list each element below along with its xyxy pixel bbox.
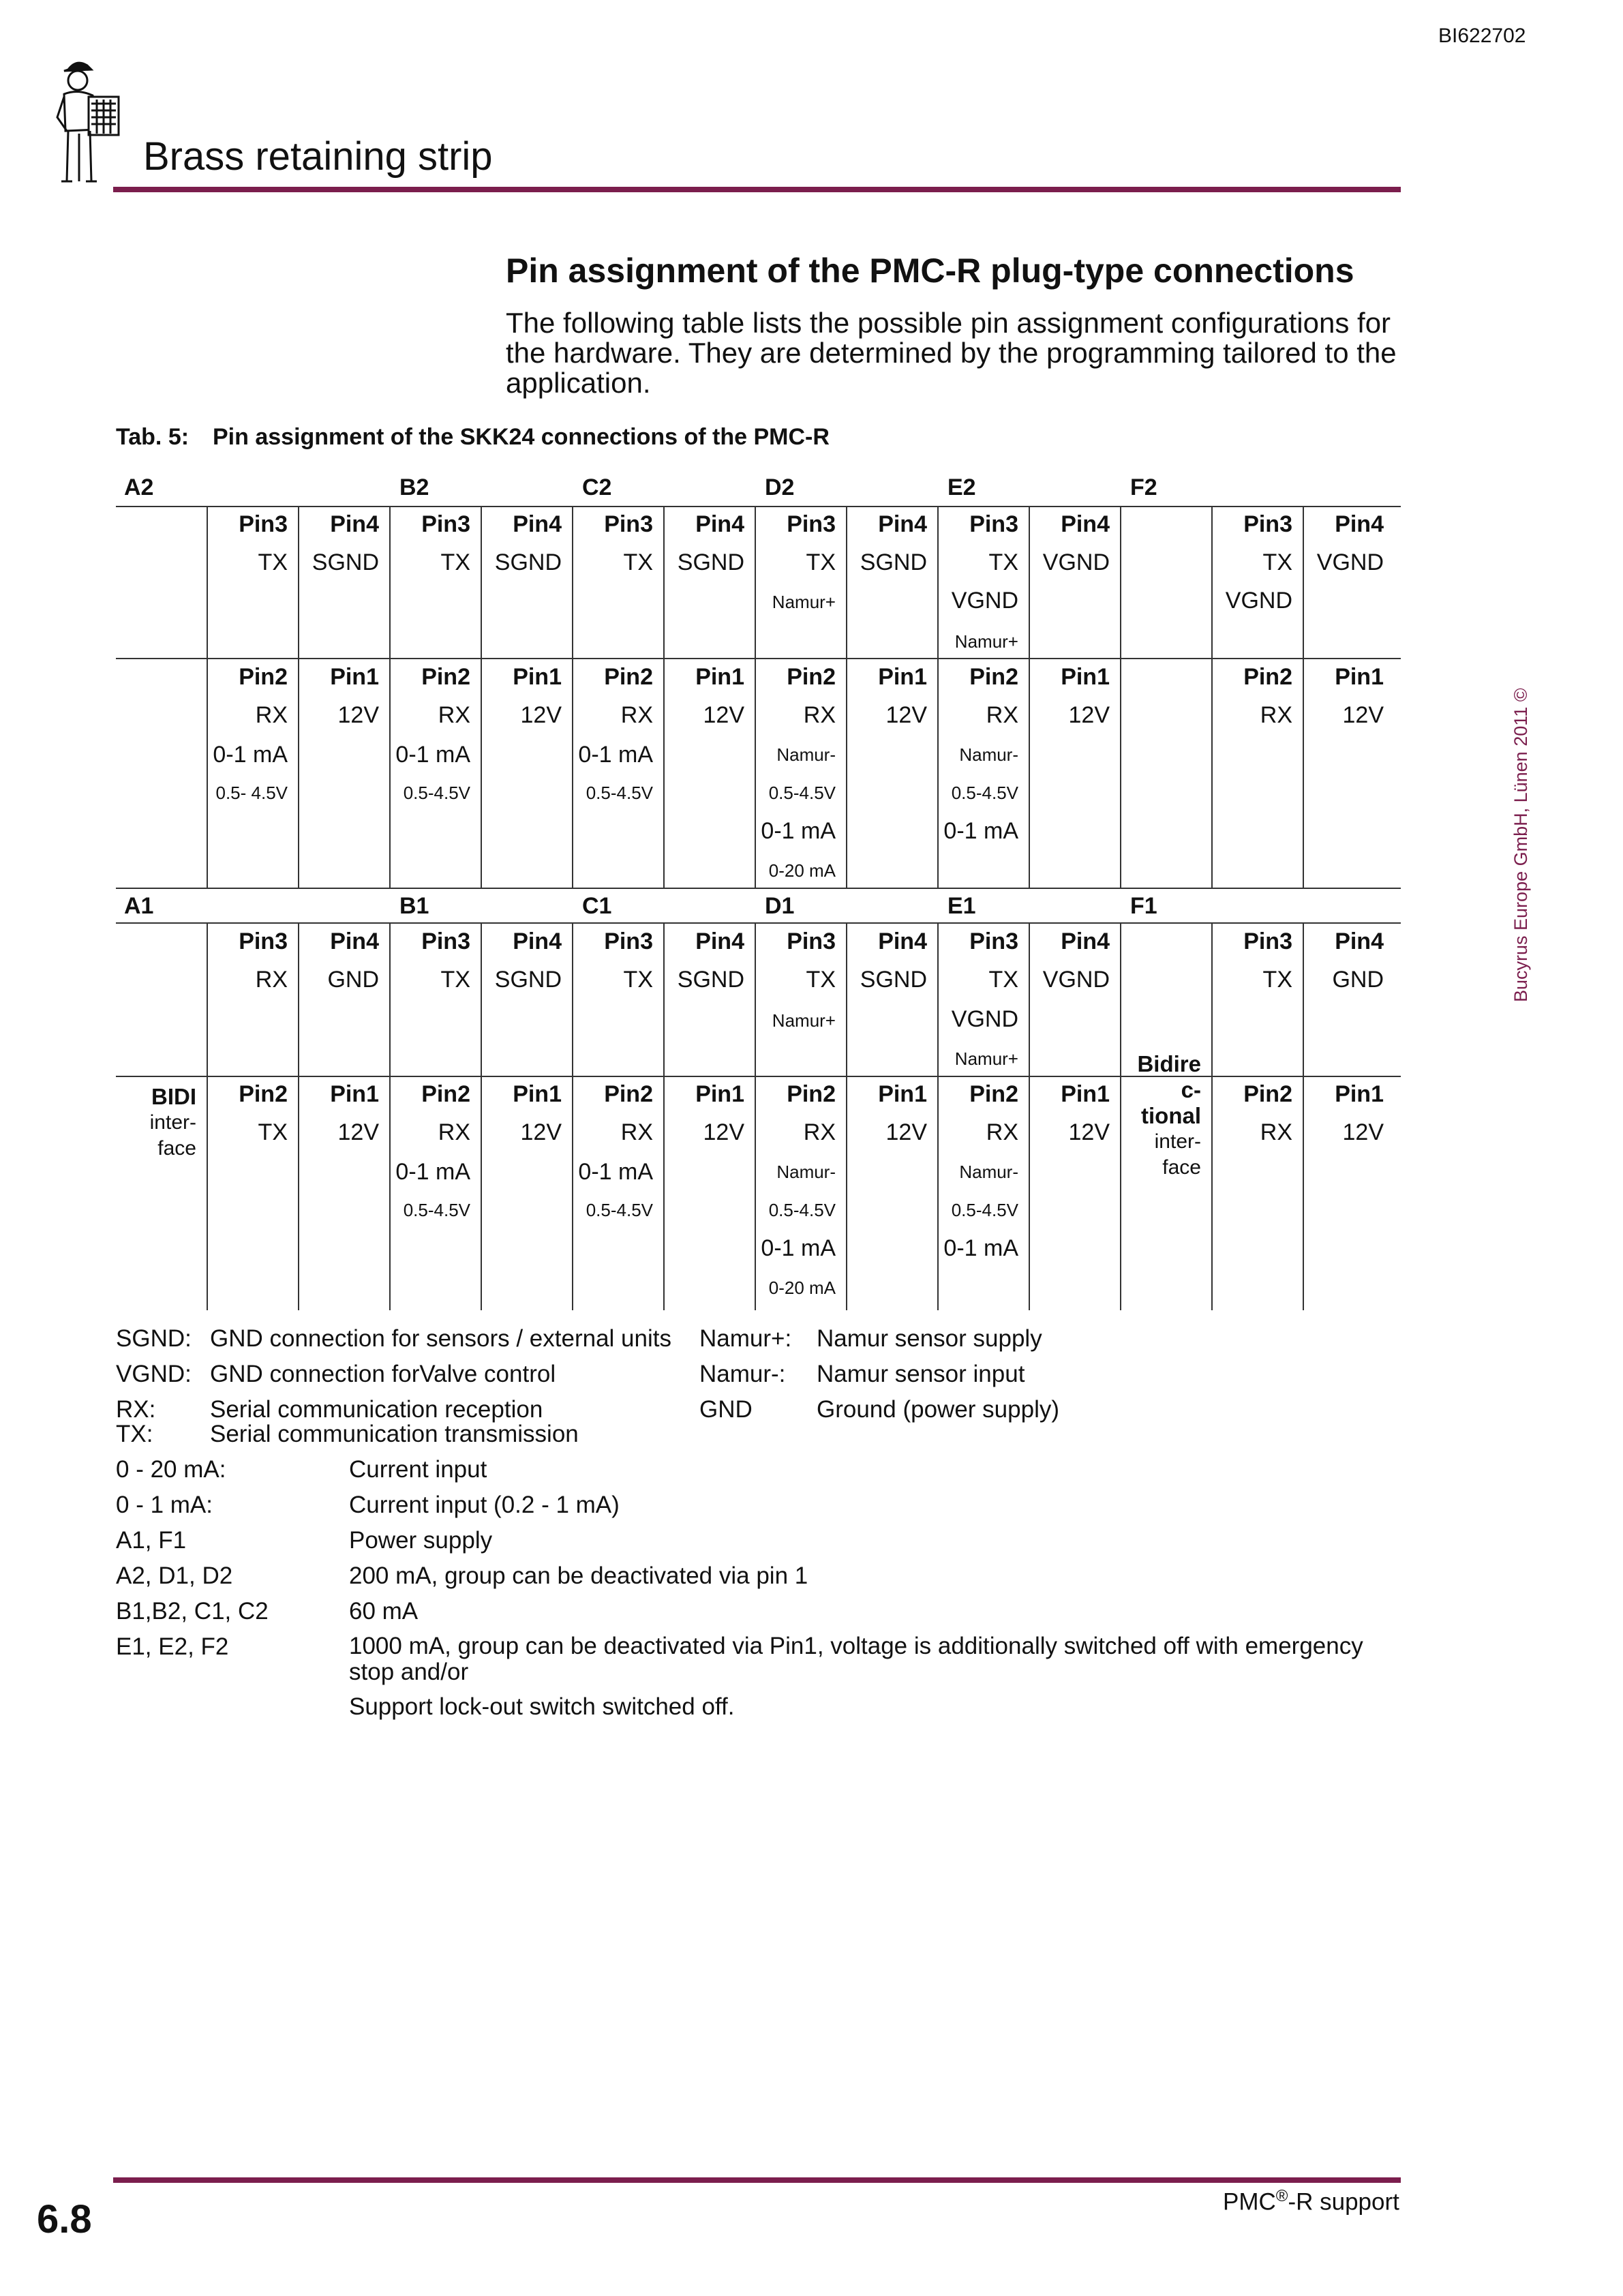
legend-term: TX: xyxy=(116,1421,153,1447)
header-rule xyxy=(113,187,1401,192)
signal-vgnd: VGND xyxy=(1042,967,1110,993)
signal-namur-minus: Namur- xyxy=(959,744,1018,765)
pin2-label: Pin2 xyxy=(969,664,1018,690)
signal-tx: TX xyxy=(623,549,653,575)
pin4-label: Pin4 xyxy=(513,511,562,537)
connector-label: D2 xyxy=(765,474,795,500)
signal-vgnd: VGND xyxy=(1225,588,1292,614)
pin4-label: Pin4 xyxy=(695,928,744,954)
legend-group-description: Current input (0.2 - 1 mA) xyxy=(349,1492,620,1518)
signal-tx: TX xyxy=(440,549,470,575)
signal-rx: RX xyxy=(620,1119,653,1145)
pin2-label: Pin2 xyxy=(604,664,653,690)
pin2-label: Pin2 xyxy=(1243,1081,1292,1107)
pin1-label: Pin1 xyxy=(330,664,379,690)
signal-namur-plus: Namur+ xyxy=(772,592,836,612)
pin2-label: Pin2 xyxy=(239,1081,288,1107)
signal-12v: 12V xyxy=(703,702,744,728)
pin1-label: Pin1 xyxy=(1061,664,1110,690)
legend-group-term: A2, D1, D2 xyxy=(116,1562,233,1589)
pin2-label: Pin2 xyxy=(604,1081,653,1107)
document-id: BI622702 xyxy=(1438,25,1526,47)
signal-0-5-4-5v: 0.5-4.5V xyxy=(403,1200,470,1220)
signal-vgnd: VGND xyxy=(951,1006,1018,1032)
legend-group-description: Current input xyxy=(349,1456,487,1483)
pin1-label: Pin1 xyxy=(1335,1081,1384,1107)
signal-0-1ma: 0-1 mA xyxy=(943,818,1018,844)
signal-sgnd: SGND xyxy=(494,967,562,993)
pin4-label: Pin4 xyxy=(1335,928,1384,954)
signal-0-5-4-5v: 0.5-4.5V xyxy=(768,1200,836,1220)
pin3-label: Pin3 xyxy=(787,511,836,537)
pin3-label: Pin3 xyxy=(1243,511,1292,537)
footer-product xyxy=(1223,2187,1399,2216)
legend-group-term: E1, E2, F2 xyxy=(116,1633,229,1660)
page-number: 6.8 xyxy=(37,2197,92,2241)
footer-product-suffix: -R support xyxy=(1288,2188,1399,2216)
pin2-label: Pin2 xyxy=(239,664,288,690)
pin2-label: Pin2 xyxy=(421,1081,470,1107)
connector-label: C1 xyxy=(582,893,612,919)
signal-tx: TX xyxy=(1262,967,1292,993)
signal-namur-plus: Namur+ xyxy=(954,631,1018,652)
signal-namur-plus: Namur+ xyxy=(954,1048,1018,1069)
legend-description: GND connection forValve control xyxy=(210,1361,556,1387)
pin2-label: Pin2 xyxy=(421,664,470,690)
footer-rule xyxy=(113,2177,1401,2183)
legend-group-description: Power supply xyxy=(349,1527,493,1554)
signal-rx: RX xyxy=(438,702,470,728)
table-caption xyxy=(116,424,830,451)
table-rule-bottom-section xyxy=(116,922,1401,924)
pin4-label: Pin4 xyxy=(1061,928,1110,954)
legend-description: Namur sensor supply xyxy=(817,1325,1042,1352)
signal-tx: TX xyxy=(988,549,1018,575)
signal-12v: 12V xyxy=(885,1119,927,1145)
signal-12v: 12V xyxy=(337,1119,379,1145)
pin4-label: Pin4 xyxy=(878,928,927,954)
signal-0-5-4-5v: 0.5-4.5V xyxy=(951,1200,1018,1220)
pin3-label: Pin3 xyxy=(421,928,470,954)
pin3-label: Pin3 xyxy=(1243,928,1292,954)
signal-12v: 12V xyxy=(1342,702,1384,728)
legend-description: Ground (power supply) xyxy=(817,1396,1059,1423)
pin4-label: Pin4 xyxy=(513,928,562,954)
signal-0-1ma: 0-1 mA xyxy=(578,1159,653,1185)
bidi-interface-label: inter- xyxy=(149,1111,196,1134)
bidirectional-interface-label: tional xyxy=(1141,1103,1201,1128)
pin1-label: Pin1 xyxy=(513,1081,562,1107)
connector-label: D1 xyxy=(765,893,795,919)
section-title: Brass retaining strip xyxy=(143,134,493,179)
worker-with-clipboard-icon xyxy=(49,55,131,184)
signal-rx: RX xyxy=(803,1119,836,1145)
signal-rx: RX xyxy=(803,702,836,728)
pin2-label: Pin2 xyxy=(969,1081,1018,1107)
pin1-label: Pin1 xyxy=(330,1081,379,1107)
signal-0-5-4-5v: 0.5-4.5V xyxy=(768,783,836,803)
legend-term: SGND: xyxy=(116,1325,192,1352)
legend-group-term: 0 - 1 mA: xyxy=(116,1492,213,1518)
signal-gnd: GND xyxy=(1332,967,1384,993)
pin3-label: Pin3 xyxy=(969,928,1018,954)
table-rule-top-section xyxy=(116,506,1401,507)
signal-tx: TX xyxy=(440,967,470,993)
signal-namur-minus: Namur- xyxy=(776,1162,836,1182)
signal-0-5-4-5v: 0.5-4.5V xyxy=(586,1200,653,1220)
pin4-label: Pin4 xyxy=(330,511,379,537)
registered-mark: ® xyxy=(1275,2187,1288,2205)
connector-label: A2 xyxy=(124,474,154,500)
legend-description: Namur sensor input xyxy=(817,1361,1025,1387)
pin1-label: Pin1 xyxy=(513,664,562,690)
signal-tx: TX xyxy=(258,549,288,575)
signal-rx: RX xyxy=(986,702,1018,728)
connector-label: C2 xyxy=(582,474,612,500)
pin-assignment-table xyxy=(116,470,1401,1310)
signal-namur-minus: Namur- xyxy=(959,1162,1018,1182)
pin1-label: Pin1 xyxy=(878,664,927,690)
table-caption-number: Tab. 5: xyxy=(116,424,189,450)
legend-group-term: B1,B2, C1, C2 xyxy=(116,1598,269,1625)
signal-sgnd: SGND xyxy=(677,549,744,575)
legend xyxy=(116,1325,1411,1734)
signal-0-1ma: 0-1 mA xyxy=(395,742,470,768)
pin1-label: Pin1 xyxy=(878,1081,927,1107)
signal-12v: 12V xyxy=(520,1119,562,1145)
signal-vgnd: VGND xyxy=(1316,549,1384,575)
signal-rx: RX xyxy=(438,1119,470,1145)
signal-sgnd: SGND xyxy=(677,967,744,993)
signal-12v: 12V xyxy=(337,702,379,728)
pin1-label: Pin1 xyxy=(1335,664,1384,690)
connector-label: E2 xyxy=(947,474,976,500)
signal-sgnd: SGND xyxy=(860,549,927,575)
connector-label: B1 xyxy=(399,893,429,919)
bidirectional-interface-label: c- xyxy=(1181,1077,1201,1102)
pin3-label: Pin3 xyxy=(787,928,836,954)
signal-tx: TX xyxy=(623,967,653,993)
bidirectional-interface-label: face xyxy=(1162,1156,1201,1179)
pin4-label: Pin4 xyxy=(1335,511,1384,537)
signal-0-5-4-5v: 0.5-4.5V xyxy=(951,783,1018,803)
legend-group-term: A1, F1 xyxy=(116,1527,187,1554)
signal-namur-plus: Namur+ xyxy=(772,1010,836,1031)
connector-label: F2 xyxy=(1130,474,1157,500)
signal-rx: RX xyxy=(1260,1119,1292,1145)
signal-sgnd: SGND xyxy=(860,967,927,993)
pin3-label: Pin3 xyxy=(969,511,1018,537)
signal-sgnd: SGND xyxy=(494,549,562,575)
signal-rx: RX xyxy=(986,1119,1018,1145)
signal-namur-minus: Namur- xyxy=(776,744,836,765)
connector-label: E1 xyxy=(947,893,976,919)
pin3-label: Pin3 xyxy=(604,511,653,537)
signal-12v: 12V xyxy=(703,1119,744,1145)
signal-12v: 12V xyxy=(1068,1119,1110,1145)
signal-0-20ma: 0-20 mA xyxy=(768,860,836,881)
signal-rx: RX xyxy=(255,967,288,993)
signal-0-1ma: 0-1 mA xyxy=(395,1159,470,1185)
legend-term: Namur+: xyxy=(699,1325,792,1352)
signal-tx: TX xyxy=(1262,549,1292,575)
bidirectional-interface-label: Bidire xyxy=(1137,1051,1201,1076)
connector-label: A1 xyxy=(124,893,154,919)
legend-description: Serial communication reception xyxy=(210,1396,543,1423)
pin3-label: Pin3 xyxy=(239,511,288,537)
pin2-label: Pin2 xyxy=(1243,664,1292,690)
signal-0-5-4-5v: 0.5- 4.5V xyxy=(215,783,288,803)
signal-12v: 12V xyxy=(1342,1119,1384,1145)
pin4-label: Pin4 xyxy=(878,511,927,537)
signal-rx: RX xyxy=(620,702,653,728)
legend-group-description: 60 mA xyxy=(349,1598,419,1625)
table-rule-top-mid xyxy=(116,658,1401,659)
signal-0-1ma: 0-1 mA xyxy=(943,1235,1018,1261)
signal-0-5-4-5v: 0.5-4.5V xyxy=(586,783,653,803)
signal-sgnd: SGND xyxy=(312,549,379,575)
pin1-label: Pin1 xyxy=(695,1081,744,1107)
pin1-label: Pin1 xyxy=(695,664,744,690)
legend-extra-note: Support lock-out switch switched off. xyxy=(349,1693,735,1720)
connector-label: F1 xyxy=(1130,893,1157,919)
pin2-label: Pin2 xyxy=(787,664,836,690)
bidirectional-interface-label: inter- xyxy=(1154,1130,1201,1153)
legend-description: Serial communication transmission xyxy=(210,1421,579,1447)
legend-term: VGND: xyxy=(116,1361,192,1387)
pin2-label: Pin2 xyxy=(787,1081,836,1107)
signal-0-1ma: 0-1 mA xyxy=(213,742,288,768)
signal-vgnd: VGND xyxy=(1042,549,1110,575)
table-rule-bottom-mid xyxy=(116,1076,1401,1077)
signal-12v: 12V xyxy=(885,702,927,728)
pin4-label: Pin4 xyxy=(695,511,744,537)
connector-label: B2 xyxy=(399,474,429,500)
pin3-label: Pin3 xyxy=(421,511,470,537)
page-heading: Pin assignment of the PMC-R plug-type connections xyxy=(506,252,1354,290)
legend-group-description: 1000 mA, group can be deactivated via Pin1, voltage is additionally switched off with emergency stop and/or xyxy=(349,1633,1363,1685)
signal-0-1ma: 0-1 mA xyxy=(761,818,836,844)
bidi-interface-label: BIDI xyxy=(151,1084,196,1109)
signal-0-1ma: 0-1 mA xyxy=(578,742,653,768)
table-caption-text: Pin assignment of the SKK24 connections of the PMC-R xyxy=(213,424,830,450)
legend-term: RX: xyxy=(116,1396,156,1423)
legend-group-description: 200 mA, group can be deactivated via pin 1 xyxy=(349,1562,808,1589)
signal-tx: TX xyxy=(258,1119,288,1145)
copyright-notice: Bucyrus Europe GmbH, Lünen 2011 © xyxy=(1511,688,1531,1002)
intro-paragraph: The following table lists the possible pin assignment configurations for the hardware. They are determined by the programming tailored to the application. xyxy=(506,307,1397,399)
pin4-label: Pin4 xyxy=(1061,511,1110,537)
signal-tx: TX xyxy=(806,967,836,993)
legend-term: GND xyxy=(699,1396,753,1423)
pin1-label: Pin1 xyxy=(1061,1081,1110,1107)
table-column-divider-top xyxy=(1120,506,1121,888)
legend-description: GND connection for sensors / external units xyxy=(210,1325,671,1352)
signal-0-5-4-5v: 0.5-4.5V xyxy=(403,783,470,803)
pin3-label: Pin3 xyxy=(604,928,653,954)
footer-product-name: PMC xyxy=(1223,2188,1276,2216)
table-rule-middle xyxy=(116,888,1401,889)
legend-group-term: 0 - 20 mA: xyxy=(116,1456,226,1483)
signal-12v: 12V xyxy=(1068,702,1110,728)
signal-tx: TX xyxy=(988,967,1018,993)
signal-rx: RX xyxy=(1260,702,1292,728)
signal-0-1ma: 0-1 mA xyxy=(761,1235,836,1261)
signal-tx: TX xyxy=(806,549,836,575)
pin3-label: Pin3 xyxy=(239,928,288,954)
bidi-interface-label: face xyxy=(157,1137,196,1160)
signal-0-20ma: 0-20 mA xyxy=(768,1278,836,1298)
legend-term: Namur-: xyxy=(699,1361,786,1387)
signal-rx: RX xyxy=(255,702,288,728)
pin4-label: Pin4 xyxy=(330,928,379,954)
signal-vgnd: VGND xyxy=(951,588,1018,614)
signal-12v: 12V xyxy=(520,702,562,728)
signal-gnd: GND xyxy=(327,967,379,993)
